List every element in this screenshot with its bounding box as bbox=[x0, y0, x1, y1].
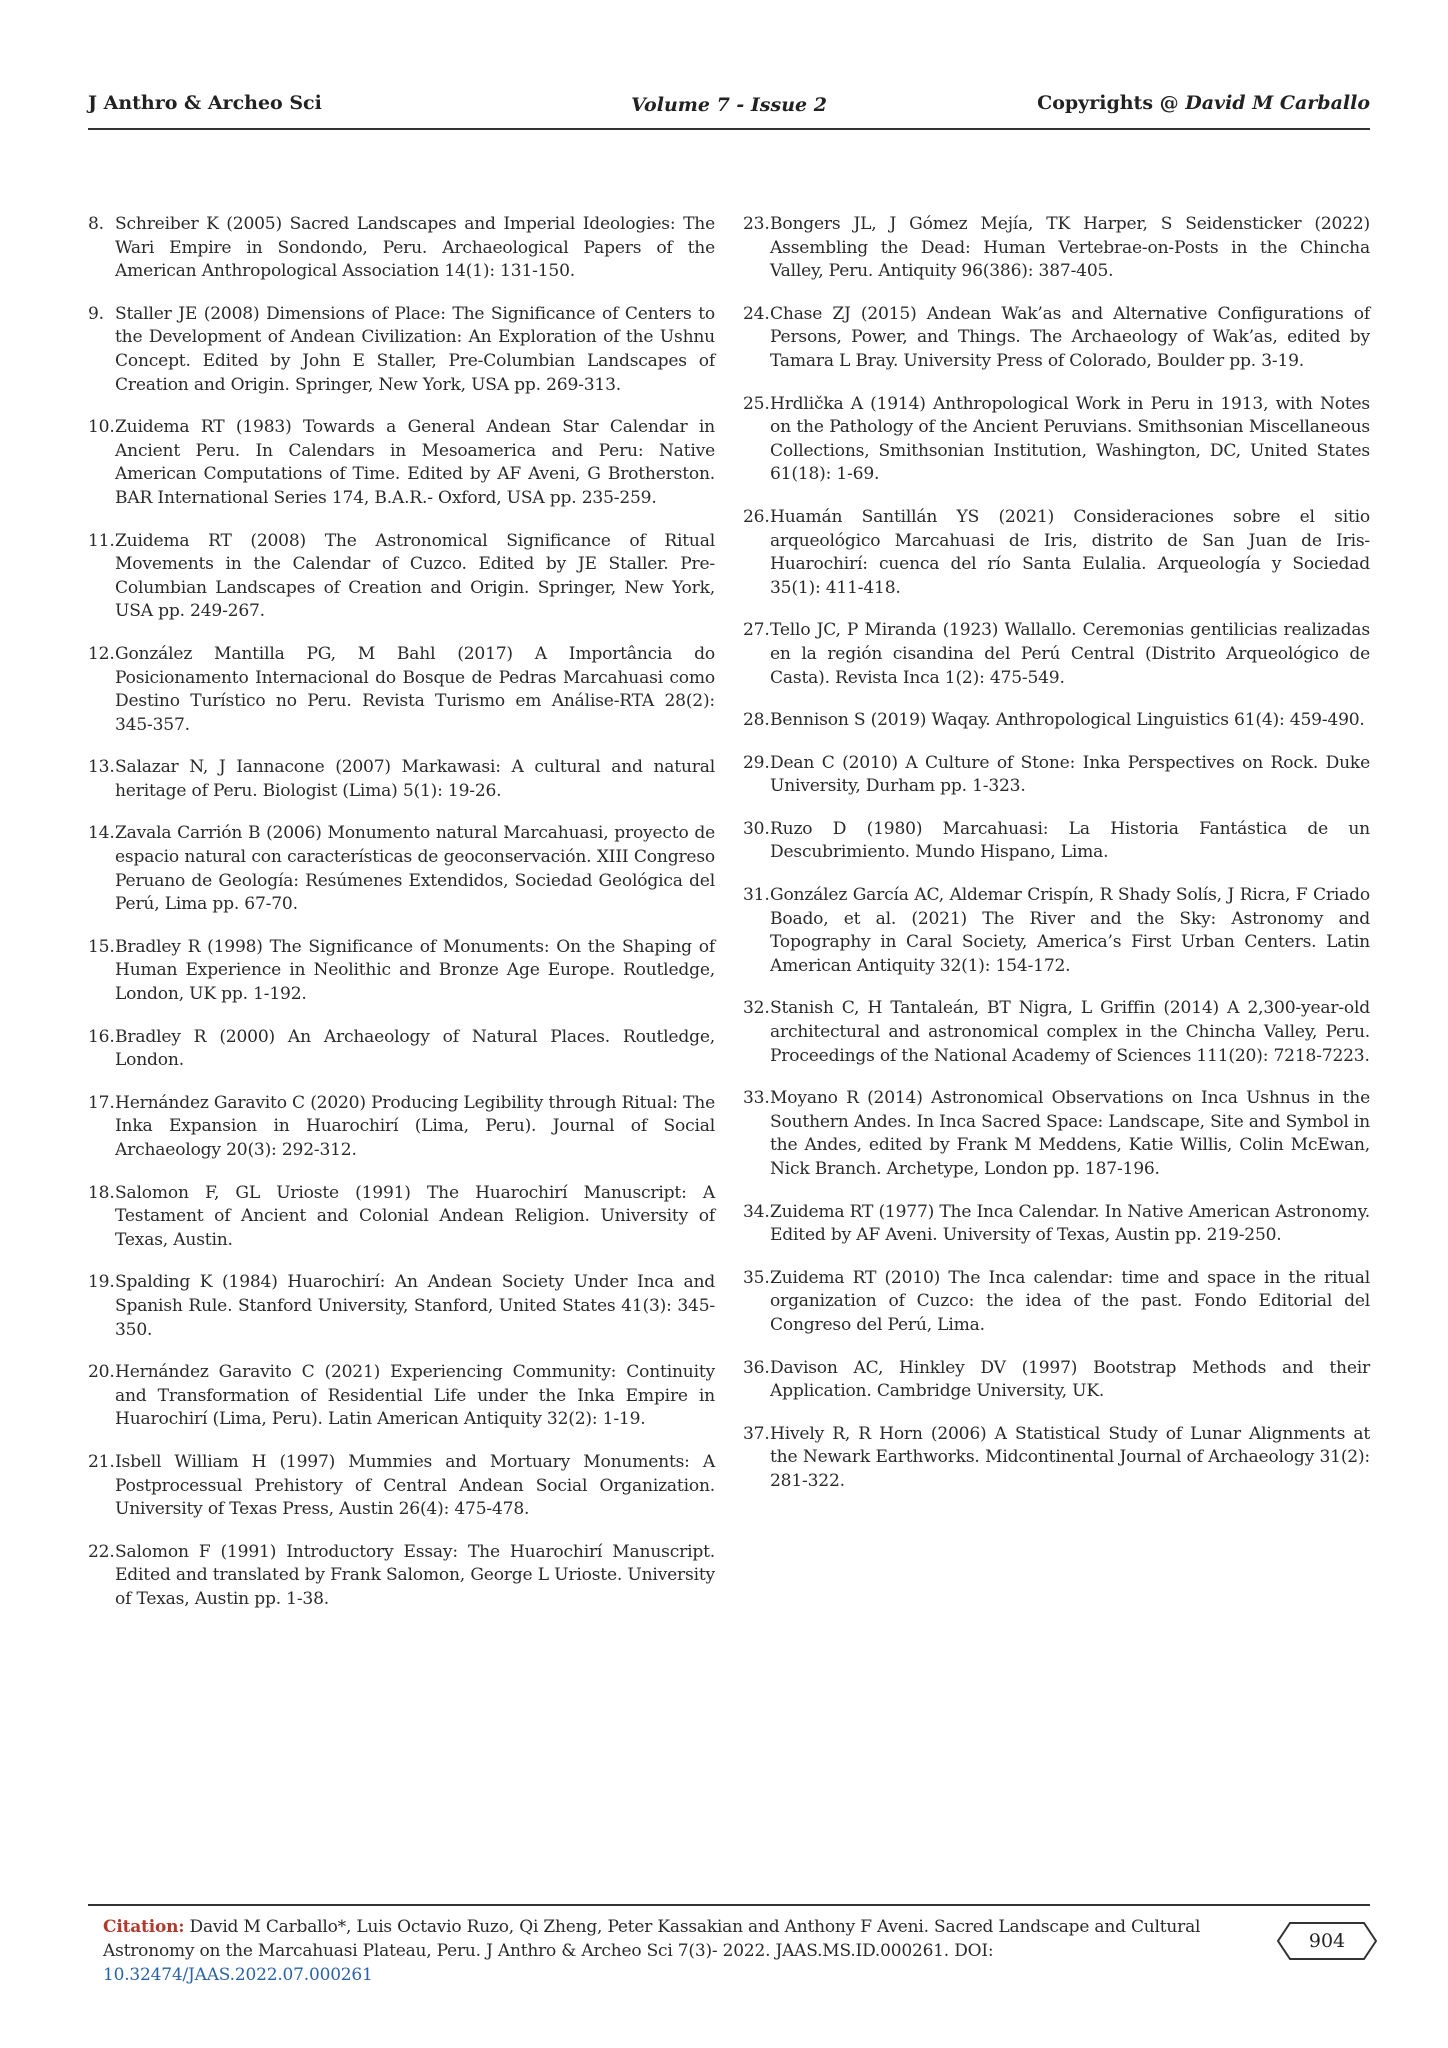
reference-item bbox=[743, 709, 1370, 733]
reference-text: Hernández Garavito C (2020) Producing Legibility through Ritual: The Inka Expansion in Huarochirı́ (Lima, Peru). Journal of Social Archaeology 20(3): 292-312. bbox=[115, 1092, 715, 1160]
reference-item bbox=[88, 1092, 715, 1163]
reference-item bbox=[743, 303, 1370, 374]
reference-text: Huamán Santillán YS (2021) Consideraciones sobre el sitio arqueológico Marcahuasi de Iris, distrito de San Juan de Iris-Huarochirí: cuenca del río Santa Eulalia. Arqueología y Sociedad 35(1): 411-418. bbox=[770, 506, 1370, 598]
reference-text: González Mantilla PG, M Bahl (2017) A Importância do Posicionamento Internacional do Bosque de Pedras Marcahuasi como Destino Turístico no Peru. Revista Turismo em Análise-RTA 28(2): 345-357. bbox=[115, 643, 715, 735]
reference-text: Dean C (2010) A Culture of Stone: Inka Perspectives on Rock. Duke University, Durham pp. 1-323. bbox=[770, 752, 1370, 797]
reference-number: 16. bbox=[88, 1026, 115, 1047]
reference-number: 35. bbox=[743, 1267, 770, 1288]
reference-item bbox=[88, 1271, 715, 1342]
reference-number: 14. bbox=[88, 823, 115, 844]
citation-text: David M Carballo*, Luis Octavio Ruzo, Qi Zheng, Peter Kassakian and Anthony F Aveni. Sacred Landscape and Cultural Astronomy on the Marcahuasi Plateau, Peru. J Anthro & Archeo Sci 7(3)- 2022. JAAS.MS.ID.000261. DOI: bbox=[103, 1917, 1201, 1961]
reference-number: 26. bbox=[743, 506, 770, 527]
reference-item bbox=[743, 997, 1370, 1068]
reference-text: Bradley R (2000) An Archaeology of Natural Places. Routledge, London. bbox=[115, 1026, 715, 1071]
reference-item bbox=[88, 530, 715, 624]
copyright-line bbox=[1037, 92, 1370, 114]
reference-text: Zuidema RT (2010) The Inca calendar: time and space in the ritual organization of Cuzco: the idea of the past. Fondo Editorial del Congreso del Perú, Lima. bbox=[770, 1267, 1370, 1335]
reference-number: 34. bbox=[743, 1201, 770, 1222]
reference-number: 10. bbox=[88, 417, 115, 438]
reference-number: 22. bbox=[88, 1541, 115, 1562]
reference-number: 37. bbox=[743, 1423, 770, 1444]
reference-number: 15. bbox=[88, 936, 115, 957]
reference-number: 12. bbox=[88, 643, 115, 664]
reference-item bbox=[88, 822, 715, 916]
reference-text: Zuidema RT (1983) Towards a General Andean Star Calendar in Ancient Peru. In Calendars in Mesoamerica and Peru: Native American Computations of Time. Edited by AF Aveni, G Brotherston. BAR International Series 174, B.A.R.- Oxford, USA pp. 235-259. bbox=[115, 417, 715, 508]
reference-item bbox=[88, 1026, 715, 1073]
reference-item bbox=[743, 1423, 1370, 1494]
reference-text: Isbell William H (1997) Mummies and Mortuary Monuments: A Postprocessual Prehistory of Central Andean Social Organization. University of Texas Press, Austin 26(4): 475-478. bbox=[115, 1451, 715, 1520]
reference-text: Spalding K (1984) Huarochirí: An Andean Society Under Inca and Spanish Rule. Stanford University, Stanford, United States 41(3): 345-350. bbox=[115, 1272, 715, 1340]
reference-item bbox=[743, 213, 1370, 284]
reference-number: 21. bbox=[88, 1451, 115, 1472]
footer-rule bbox=[88, 1904, 1370, 1910]
reference-number: 32. bbox=[743, 998, 770, 1019]
reference-item bbox=[88, 936, 715, 1007]
journal-name: J Anthro & Archeo Sci bbox=[88, 92, 322, 114]
reference-item bbox=[88, 303, 715, 397]
reference-item bbox=[743, 818, 1370, 865]
reference-text: Hrdlička A (1914) Anthropological Work in Peru in 1913, with Notes on the Pathology of the Ancient Peruvians. Smithsonian Miscellaneous Collections, Smithsonian Institution, Washington, DC, United States 61(18): 1-69. bbox=[770, 393, 1370, 485]
reference-number: 30. bbox=[743, 818, 770, 839]
reference-text: Salomon F, GL Urioste (1991) The Huarochirí Manuscript: A Testament of Ancient and Colonial Andean Religion. University of Texas, Austin. bbox=[115, 1182, 715, 1250]
reference-text: Davison AC, Hinkley DV (1997) Bootstrap Methods and their Application. Cambridge University, UK. bbox=[770, 1357, 1370, 1402]
reference-number: 36. bbox=[743, 1357, 770, 1378]
copyright-author: David M Carballo bbox=[1185, 92, 1370, 114]
citation bbox=[103, 1915, 1243, 1987]
reference-item bbox=[88, 1361, 715, 1432]
reference-text: Staller JE (2008) Dimensions of Place: The Significance of Centers to the Development of Andean Civilization: An Exploration of the Ushnu Concept. Edited by John E Staller, Pre-Columbian Landscapes of Creation and Origin. Springer, New York, USA pp. 269-313. bbox=[115, 303, 715, 395]
reference-list-right bbox=[743, 213, 1370, 1513]
reference-text: Zuidema RT (2008) The Astronomical Significance of Ritual Movements in the Calendar of Cuzco. Edited by JE Staller. Pre-Columbian Landscapes of Creation and Origin. Springer, New York, USA pp. 249-267. bbox=[115, 530, 715, 622]
reference-text: Bennison S (2019) Waqay. Anthropological Linguistics 61(4): 459-490. bbox=[770, 710, 1365, 731]
reference-text: Bradley R (1998) The Significance of Monuments: On the Shaping of Human Experience in Neolithic and Bronze Age Europe. Routledge, London, UK pp. 1-192. bbox=[115, 936, 715, 1005]
reference-item bbox=[743, 752, 1370, 799]
reference-text: Schreiber K (2005) Sacred Landscapes and Imperial Ideologies: The Wari Empire in Sondondo, Peru. Archaeological Papers of the American Anthropological Association 14(1): 131-150. bbox=[115, 214, 715, 282]
reference-text: Zuidema RT (1977) The Inca Calendar. In Native American Astronomy. Edited by AF Aveni. University of Texas, Austin pp. 219-250. bbox=[770, 1201, 1370, 1246]
reference-item bbox=[88, 756, 715, 803]
reference-number: 33. bbox=[743, 1088, 770, 1109]
reference-text: Bongers JL, J Gómez Mejía, TK Harper, S Seidensticker (2022) Assembling the Dead: Human Vertebrae-on-Posts in the Chincha Valley, Peru. Antiquity 96(386): 387-405. bbox=[770, 214, 1370, 282]
reference-item bbox=[88, 1541, 715, 1612]
reference-item bbox=[743, 1357, 1370, 1404]
running-header bbox=[88, 88, 1370, 130]
page-number: 904 bbox=[1308, 1930, 1346, 1952]
reference-number: 8. bbox=[88, 214, 104, 234]
reference-number: 25. bbox=[743, 393, 770, 414]
reference-number: 27. bbox=[743, 620, 770, 641]
reference-number: 23. bbox=[743, 214, 770, 234]
reference-item bbox=[743, 393, 1370, 487]
reference-text: Salazar N, J Iannacone (2007) Markawasi: A cultural and natural heritage of Peru. Biologist (Lima) 5(1): 19-26. bbox=[115, 757, 715, 801]
page-number-badge bbox=[1276, 1921, 1378, 1961]
reference-item bbox=[743, 1087, 1370, 1181]
reference-item bbox=[88, 416, 715, 510]
reference-number: 9. bbox=[88, 303, 104, 324]
reference-text: Hernández Garavito C (2021) Experiencing Community: Continuity and Transformation of Residential Life under the Inka Empire in Huarochirí (Lima, Peru). Latin American Antiquity 32(2): 1-19. bbox=[115, 1362, 715, 1430]
doi-link[interactable]: 10.32474/JAAS.2022.07.000261 bbox=[103, 1965, 373, 1985]
reference-item bbox=[743, 619, 1370, 690]
reference-text: Chase ZJ (2015) Andean Wak’as and Alternative Configurations of Persons, Power, and Things. The Archaeology of Wak’as, edited by Tamara L Bray. University Press of Colorado, Boulder pp. 3-19. bbox=[770, 303, 1370, 371]
reference-text: Ruzo D (1980) Marcahuasi: La Historia Fantástica de un Descubrimiento. Mundo Hispano, Lima. bbox=[770, 818, 1370, 863]
reference-item bbox=[88, 1451, 715, 1522]
reference-item bbox=[743, 1267, 1370, 1338]
reference-text: Salomon F (1991) Introductory Essay: The Huarochirí Manuscript. Edited and translated by Frank Salomon, George L Urioste. University of Texas, Austin pp. 1-38. bbox=[115, 1541, 715, 1609]
reference-number: 18. bbox=[88, 1182, 115, 1203]
reference-list-left bbox=[88, 213, 715, 1631]
reference-item bbox=[88, 1182, 715, 1253]
reference-item bbox=[88, 213, 715, 284]
reference-text: Hively R, R Horn (2006) A Statistical Study of Lunar Alignments at the Newark Earthworks. Midcontinental Journal of Archaeology 31(2): 281-322. bbox=[770, 1423, 1370, 1491]
reference-number: 24. bbox=[743, 303, 770, 324]
citation-label: Citation: bbox=[103, 1917, 185, 1937]
reference-text: González García AC, Aldemar Crispín, R Shady Solís, J Ricra, F Criado Boado, et al. (2021) The River and the Sky: Astronomy and Topography in Caral Society, America’s First Urban Centers. Latin American Antiquity 32(1): 154-172. bbox=[770, 885, 1370, 976]
reference-item bbox=[743, 1201, 1370, 1248]
reference-number: 20. bbox=[88, 1362, 115, 1383]
reference-number: 17. bbox=[88, 1092, 115, 1113]
reference-number: 28. bbox=[743, 710, 770, 731]
volume-issue: Volume 7 - Issue 2 bbox=[631, 94, 827, 116]
reference-text: Moyano R (2014) Astronomical Observations on Inca Ushnus in the Southern Andes. In Inca Sacred Space: Landscape, Site and Symbol in the Andes, edited by Frank M Meddens, Katie Willis, Colin McEwan, Nick Branch. Archetype, London pp. 187-196. bbox=[770, 1088, 1370, 1179]
reference-text: Stanish C, H Tantaleán, BT Nigra, L Griffin (2014) A 2,300-year-old architectural and astronomical complex in the Chincha Valley, Peru. Proceedings of the National Academy of Sciences 111(20): 7218-7223. bbox=[770, 998, 1370, 1066]
reference-item bbox=[743, 506, 1370, 600]
reference-text: Tello JC, P Miranda (1923) Wallallo. Ceremonias gentilicias realizadas en la región cisandina del Perú Central (Distrito Arqueológico de Casta). Revista Inca 1(2): 475-549. bbox=[770, 620, 1370, 688]
reference-number: 13. bbox=[88, 757, 115, 778]
reference-number: 31. bbox=[743, 885, 770, 906]
reference-text: Zavala Carrión B (2006) Monumento natural Marcahuasi, proyecto de espacio natural con características de geoconservación. XIII Congreso Peruano de Geología: Resúmenes Extendidos, Sociedad Geológica del Perú, Lima pp. 67-70. bbox=[115, 823, 715, 915]
copyright-prefix: Copyrights @ bbox=[1037, 92, 1186, 114]
reference-number: 19. bbox=[88, 1272, 115, 1293]
reference-number: 11. bbox=[88, 530, 115, 551]
reference-number: 29. bbox=[743, 752, 770, 773]
reference-item bbox=[743, 884, 1370, 978]
reference-item bbox=[88, 643, 715, 737]
